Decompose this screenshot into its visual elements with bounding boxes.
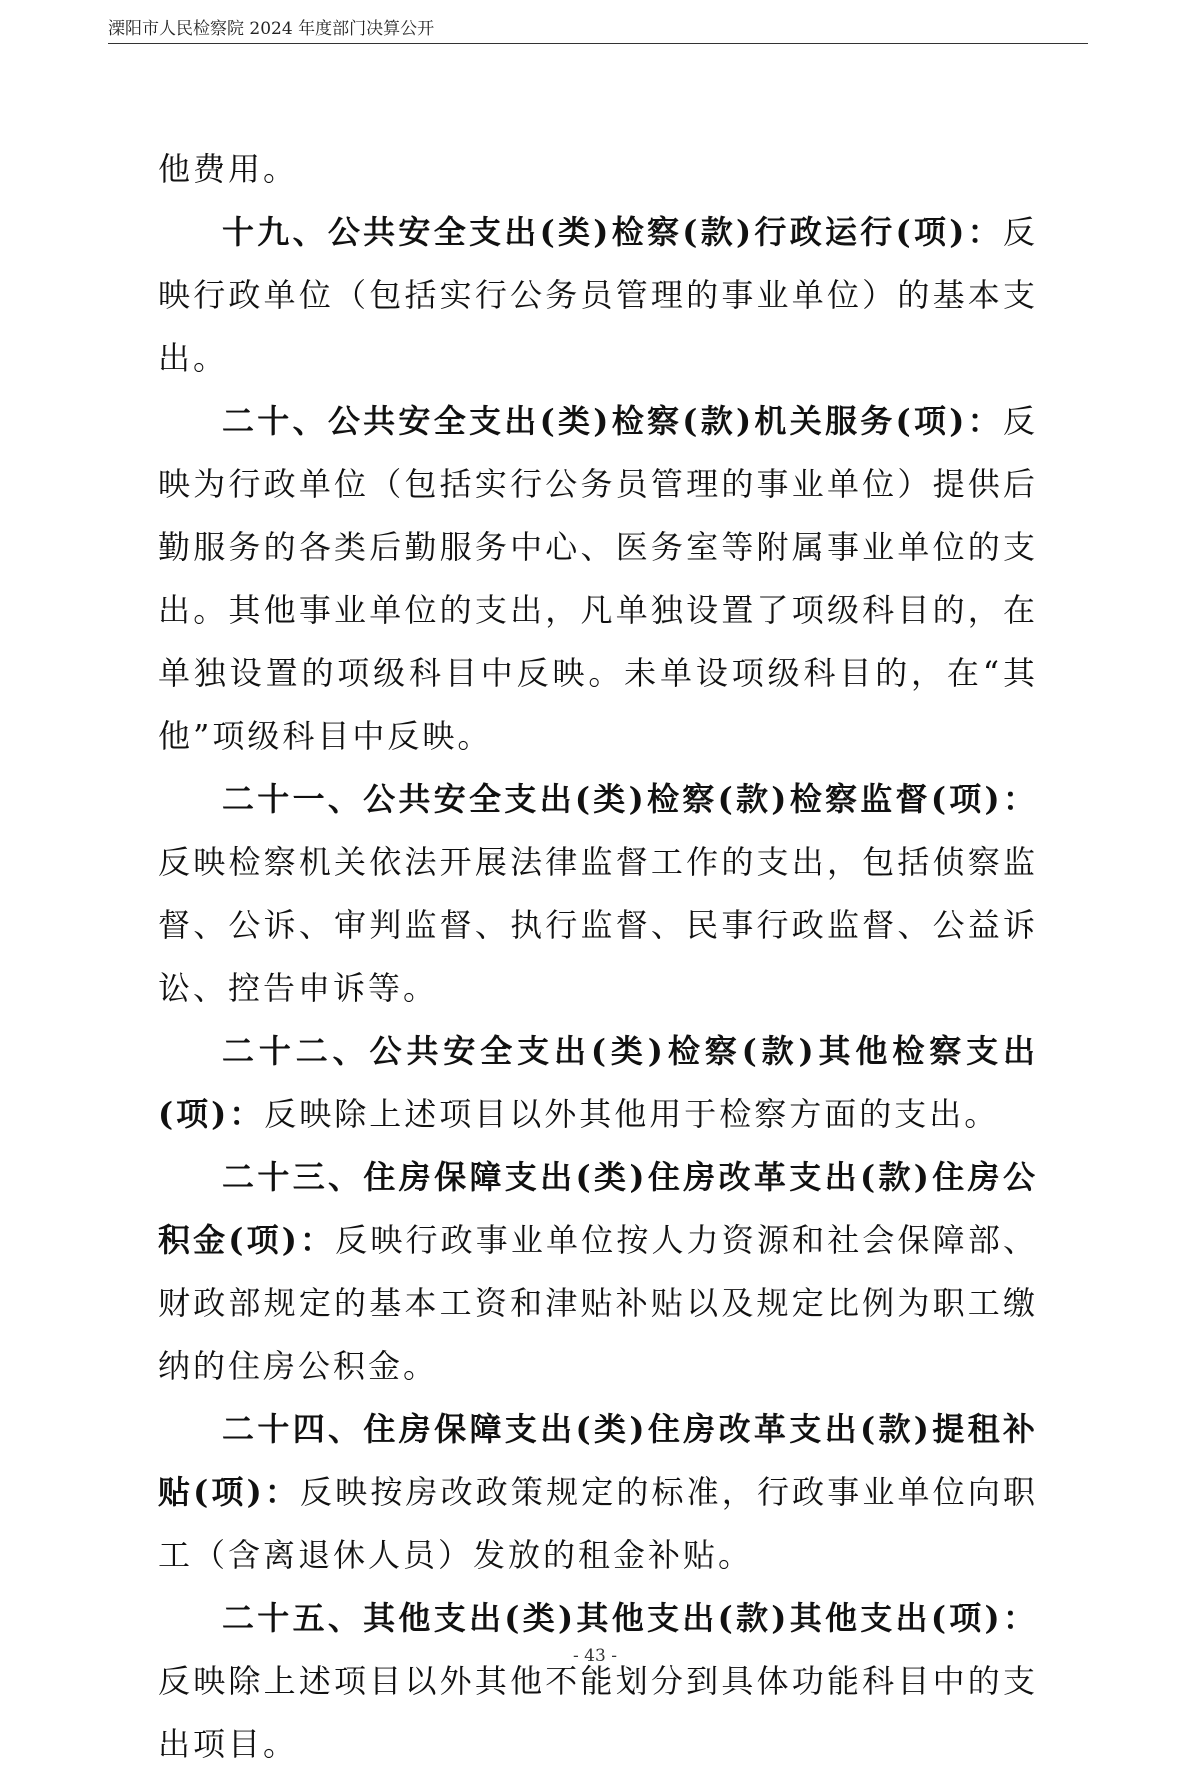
paragraph-body: 反映按房改政策规定的标准，行政事业单位向职工（含离退休人员）发放的租金补贴。 xyxy=(158,1473,1038,1574)
paragraph-body: 反映行政单位（包括实行公务员管理的事业单位）的基本支出。 xyxy=(158,213,1038,377)
paragraph-heading: 二十一、公共安全支出(类)检察(款)检察监督(项)： xyxy=(222,780,1038,818)
paragraph-heading: 二十五、其他支出(类)其他支出(款)其他支出(项)： xyxy=(222,1599,1038,1637)
paragraph-heading: 二十四、住房保障支出(类)住房改革支出(款)提租补贴(项)： xyxy=(158,1410,1038,1511)
paragraph-item-19 xyxy=(158,201,1038,390)
paragraph-body: 反映检察机关依法开展法律监督工作的支出，包括侦察监督、公诉、审判监督、执行监督、民事行政监督、公益诉讼、控告申诉等。 xyxy=(158,843,1038,1007)
paragraph-continuation xyxy=(158,138,1038,201)
paragraph-item-21 xyxy=(158,768,1038,1020)
document-body xyxy=(158,138,1038,1776)
paragraph-heading: 二十、公共安全支出(类)检察(款)机关服务(项)： xyxy=(222,402,1003,440)
paragraph-body: 反映行政事业单位按人力资源和社会保障部、财政部规定的基本工资和津贴补贴以及规定比例为职工缴纳的住房公积金。 xyxy=(158,1221,1038,1385)
paragraph-body: 反映除上述项目以外其他用于检察方面的支出。 xyxy=(264,1095,1000,1133)
page-number: - 43 - xyxy=(573,1646,617,1666)
header-rule xyxy=(108,43,1088,44)
paragraph-item-24 xyxy=(158,1398,1038,1587)
paragraph-heading: 二十二、公共安全支出(类)检察(款)其他检察支出(项)： xyxy=(158,1032,1038,1133)
paragraph-item-25 xyxy=(158,1587,1038,1776)
paragraph-body: 反映为行政单位（包括实行公务员管理的事业单位）提供后勤服务的各类后勤服务中心、医务室等附属事业单位的支出。其他事业单位的支出，凡单独设置了项级科目的，在单独设置的项级科目中反映。未单设项级科目的，在“其他”项级科目中反映。 xyxy=(158,402,1038,755)
paragraph-item-22 xyxy=(158,1020,1038,1146)
paragraph-heading: 二十三、住房保障支出(类)住房改革支出(款)住房公积金(项)： xyxy=(158,1158,1038,1259)
paragraph-item-23 xyxy=(158,1146,1038,1398)
running-header: 溧阳市人民检察院 2024 年度部门决算公开 xyxy=(108,19,435,39)
paragraph-heading: 十九、公共安全支出(类)检察(款)行政运行(项)： xyxy=(222,213,1003,251)
paragraph-body: 他费用。 xyxy=(158,150,299,188)
paragraph-body: 反映除上述项目以外其他不能划分到具体功能科目中的支出项目。 xyxy=(158,1662,1038,1763)
paragraph-item-20 xyxy=(158,390,1038,768)
